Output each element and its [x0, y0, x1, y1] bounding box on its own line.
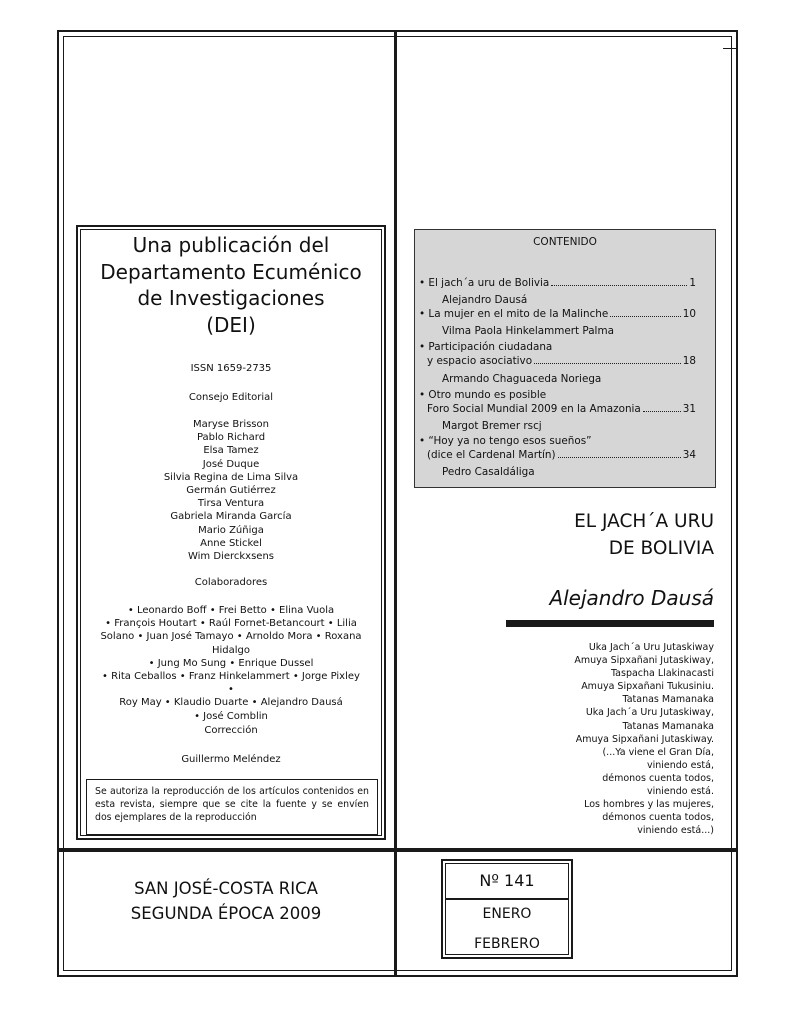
- board-member: Maryse Brisson: [193, 419, 269, 430]
- issue-divider: [445, 898, 569, 900]
- board-heading: Consejo Editorial: [188, 392, 274, 403]
- publication-title-line: de Investigaciones: [137, 286, 325, 310]
- toc-author: Vilma Paola Hinkelammert Palma: [442, 325, 614, 337]
- city-edition: [100, 876, 352, 926]
- poem-line: démonos cuenta todos,: [602, 812, 714, 824]
- collaborators-line: • Rita Ceballos • Franz Hinkelammert • Jorge Pixley •: [102, 671, 360, 696]
- toc-title: • El jach´a uru de Bolivia: [419, 277, 550, 289]
- toc-title: Foro Social Mundial 2009 en la Amazonia: [427, 403, 641, 415]
- toc-page: 18: [682, 355, 696, 367]
- toc-entry[interactable]: [419, 308, 696, 324]
- rights-notice: Se autoriza la reproducción de los artículos contenidos en esta revista, siempre que se cite la fuente y se envíen dos ejemplares de la reproducción: [86, 779, 378, 835]
- toc-title-pre: • Participación ciudadana: [419, 341, 553, 353]
- poem-line: Los hombres y las mujeres,: [584, 799, 714, 811]
- toc-title: (dice el Cardenal Martín): [427, 449, 556, 461]
- poem-line: Tatanas Mamanaka: [622, 720, 714, 732]
- collaborators-line: Solano • Juan José Tamayo • Arnoldo Mora • Roxana: [100, 631, 362, 643]
- article-title: [520, 508, 714, 562]
- board-member: Germán Gutiérrez: [186, 485, 276, 497]
- toc-title: • La mujer en el mito de la Malinche: [419, 308, 609, 320]
- collaborators-line: Roy May • Klaudio Duarte • Alejandro Dausá: [119, 697, 343, 709]
- board-member: José Duque: [202, 458, 260, 470]
- board-member: Tirsa Ventura: [197, 498, 265, 510]
- epigraph-poem: [540, 641, 714, 837]
- article-title-line: DE BOLIVIA: [608, 538, 714, 559]
- author-rule: [506, 620, 714, 627]
- board-member: Elsa Tamez: [203, 445, 259, 457]
- publication-title-line: Una publicación del: [132, 233, 330, 257]
- toc-page: 31: [682, 403, 696, 415]
- toc-entry[interactable]: [427, 355, 696, 371]
- collaborators-line: • Jung Mo Sung • Enrique Dussel: [148, 657, 314, 669]
- poem-line: Amuya Sipxañani Jutaskiway,: [574, 655, 714, 667]
- poem-line: Taspacha Llakinacasti: [610, 668, 714, 680]
- publication-title-line: Departamento Ecuménico: [100, 259, 362, 284]
- footer-divider: [57, 848, 738, 852]
- correction-name: Guillermo Meléndez: [181, 754, 281, 765]
- collaborators-heading: Colaboradores: [194, 577, 268, 588]
- issue-month: FEBRERO: [474, 936, 540, 952]
- toc-leader: [643, 411, 681, 412]
- article-author: Alejandro Dausá: [549, 586, 714, 610]
- city-line: SAN JOSÉ-COSTA RICA: [134, 879, 318, 898]
- toc-page: 34: [682, 449, 696, 461]
- contents-heading: CONTENIDO: [533, 236, 597, 248]
- toc-title-pre: • “Hoy ya no tengo esos sueños”: [419, 435, 592, 447]
- corner-tick: [723, 48, 737, 49]
- publication-title: [90, 232, 372, 338]
- center-divider: [394, 30, 397, 977]
- toc-leader: [558, 457, 681, 458]
- issue-month: ENERO: [482, 906, 532, 922]
- issue-number: Nº 141: [479, 871, 535, 890]
- toc-author: Alejandro Dausá: [442, 294, 528, 306]
- board-member: Wim Dierckxsens: [187, 551, 274, 563]
- toc-title-pre: • Otro mundo es posible: [419, 389, 547, 401]
- toc-entry[interactable]: [427, 403, 696, 419]
- publication-title-line: (DEI): [206, 312, 256, 337]
- toc-author: Pedro Casaldáliga: [442, 466, 535, 478]
- toc-author: Armando Chaguaceda Noriega: [442, 373, 602, 385]
- toc-author: Margot Bremer rscj: [442, 420, 542, 432]
- board-member: Silvia Regina de Lima Silva: [163, 471, 299, 483]
- poem-line: Uka Jach´a Uru Jutaskiway: [588, 642, 714, 653]
- toc-title: y espacio asociativo: [427, 355, 533, 367]
- board-member: Anne Stickel: [200, 537, 262, 549]
- poem-line: Amuya Sipxañani Tukusiniu.: [581, 681, 714, 693]
- toc-page: 1: [689, 277, 696, 289]
- collaborators-list: [100, 604, 362, 723]
- board-member: Pablo Richard: [196, 432, 266, 444]
- toc-entry[interactable]: [419, 277, 696, 293]
- poem-line: viniendo está,: [646, 759, 714, 771]
- board-member: Gabriela Miranda García: [170, 511, 292, 523]
- collaborators-line: • Leonardo Boff • Frei Betto • Elina Vuola: [127, 605, 335, 616]
- edition-line: SEGUNDA ÉPOCA 2009: [130, 904, 322, 923]
- poem-line: Tatanas Mamanaka: [622, 694, 714, 706]
- collaborators-line: Hidalgo: [211, 644, 251, 656]
- toc-page: 10: [682, 308, 696, 320]
- collaborators-line: • François Houtart • Raúl Fornet-Betancourt • Lilia: [105, 618, 357, 630]
- toc-entry[interactable]: [427, 449, 696, 465]
- poem-line: (...Ya viene el Gran Día,: [602, 746, 714, 758]
- issn: ISSN 1659-2735: [190, 363, 272, 374]
- toc-leader: [534, 363, 681, 364]
- board-members: [96, 418, 366, 563]
- poem-line: démonos cuenta todos,: [602, 772, 714, 784]
- correction-heading: Corrección: [204, 725, 258, 736]
- board-member: Mario Zúñiga: [198, 524, 264, 536]
- toc-leader: [551, 285, 687, 286]
- poem-line: Amuya Sipxañani Jutaskiway.: [575, 733, 714, 745]
- collaborators-line: • José Comblin: [194, 710, 268, 722]
- toc-leader: [610, 316, 680, 317]
- article-title-line: EL JACH´A URU: [574, 511, 714, 532]
- poem-line: viniendo está...): [637, 825, 714, 837]
- poem-line: viniendo está.: [646, 786, 714, 798]
- poem-line: Uka Jach´a Uru Jutaskiway,: [585, 707, 714, 719]
